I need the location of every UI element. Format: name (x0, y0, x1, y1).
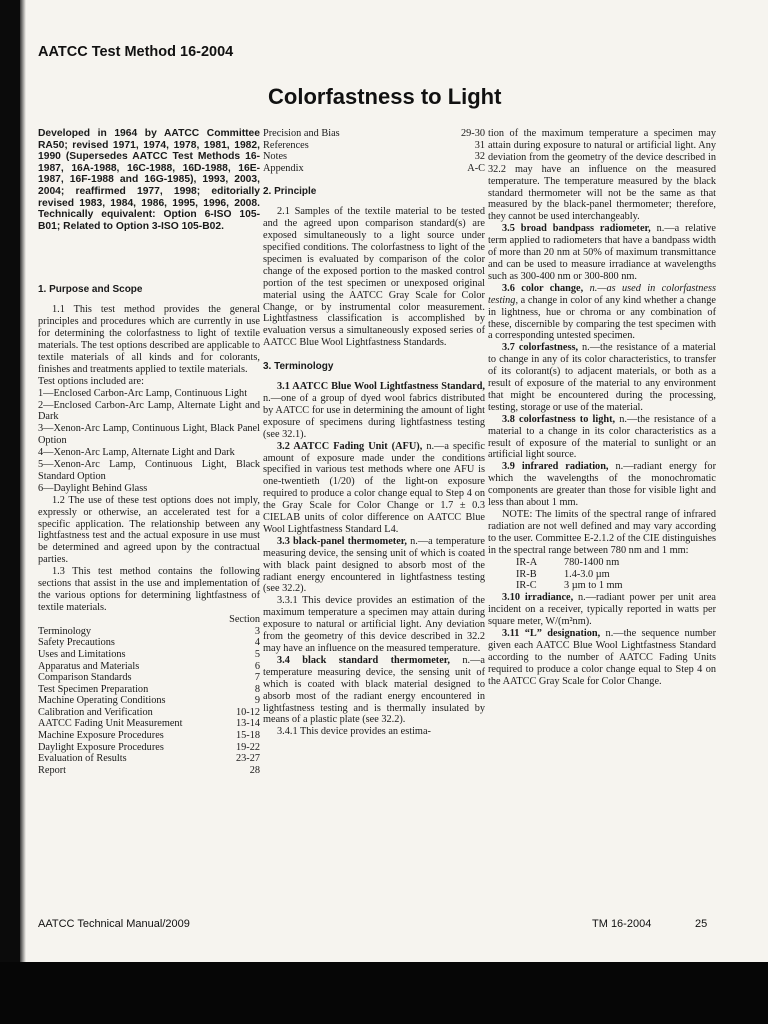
toc-row (38, 730, 260, 742)
toc-row (38, 753, 260, 765)
infrared-bands (488, 557, 716, 593)
ir-band-name: IR-A (516, 556, 538, 568)
term-3-9-head: 3.9 infrared radiation, (502, 461, 609, 473)
ir-band-name: IR-C (516, 580, 537, 592)
test-option-5: 5—Xenon-Arc Lamp, Continuous Light, Black Standard Option (38, 459, 260, 482)
toc-row (263, 163, 485, 175)
toc-section: 29-30 (460, 128, 485, 139)
table-of-contents-1 (38, 626, 260, 777)
toc-title: Daylight Exposure Procedures (38, 741, 164, 753)
section-heading-principle: 2. Principle (263, 186, 317, 198)
term-3-9-def: n.—radiant energy for which the wavelengths of the monochromatic components are greater than those for visible light and less than about 1 mm. (488, 461, 716, 509)
toc-title: Precision and Bias (263, 128, 340, 139)
table-of-contents-2 (263, 128, 485, 174)
test-option-1: 1—Enclosed Carbon-Arc Lamp, Continuous Light (38, 387, 248, 399)
term-3-3-head: 3.3 black-panel thermometer, (277, 535, 407, 547)
term-3-6 (488, 283, 716, 343)
term-3-6-def: a change in color of any kind whether a change in lightness, hue or chroma or any combination of these, discernible by comparing the test specimen with a corresponding untested specimen. (488, 294, 716, 342)
toc-row (38, 626, 260, 638)
toc-title: Safety Precautions (38, 637, 115, 649)
toc-title: Terminology (38, 625, 92, 637)
test-option-2: 2—Enclosed Carbon-Arc Lamp, Alternate Light and Dark (38, 399, 260, 423)
toc-section: 9 (254, 695, 260, 707)
toc-section: 31 (474, 139, 485, 151)
toc-row (38, 637, 260, 649)
document-title: Colorfastness to Light (268, 84, 502, 109)
ir-band-name: IR-B (516, 568, 537, 580)
column-2 (263, 128, 485, 738)
options-intro: Test options included are: (38, 375, 144, 387)
toc-title: Calibration and Verification (38, 706, 153, 718)
paragraph-1-1: 1.1 This test method provides the general principles and procedures which are currently in use for determining the colorfastness to light of textile materials. The test options described are applicable to textile materials of all kinds and for colorants, finishes and treatments applied to textile materials. (38, 304, 260, 375)
ir-band-range: 1.4-3.0 µm (564, 568, 610, 580)
toc-row (38, 707, 260, 719)
term-3-11-def: n.—the sequence number given each AATCC Blue Wool Lightfastness Standard according to the number of AATCC Fading Units required to produce a color change equal to Step 4 on the AATCC Gray Scale for Color Change. (488, 628, 716, 687)
ir-band-row (516, 569, 716, 581)
toc-section: 3 (254, 625, 260, 637)
toc-section-label: Section (229, 613, 260, 625)
term-3-5 (488, 223, 716, 283)
toc-row (38, 742, 260, 754)
ir-band-range: 780-1400 nm (564, 556, 620, 568)
section-heading-terminology: 3. Terminology (263, 361, 334, 373)
term-3-8-head: 3.8 colorfastness to light, (502, 413, 616, 425)
term-3-4-head: 3.4 black standard thermometer, (277, 654, 450, 666)
ir-band-row (516, 580, 716, 592)
page-edge-shadow (20, 0, 26, 962)
term-3-1-head: 3.1 AATCC Blue Wool Lightfastness Standard, (277, 381, 485, 393)
term-3-4 (263, 655, 485, 726)
term-3-7-head: 3.7 colorfastness, (502, 342, 579, 354)
paragraph-3-3-1: 3.3.1 This device provides an estimation of the maximum temperature a specimen may attain during exposure to natural or artificial light. Any deviation from the geometry of this device described in 32.2 may have an influence on the measured temperature. (263, 595, 485, 654)
term-3-4-def: n.—a temperature measuring device, the sensing unit of which is coated with black material designed to absorb most of the radiant energy encountered in lightfastness testing and is thermally insulated by means of a plastic plate (see 32.2). (263, 654, 485, 726)
toc-section: 4 (254, 637, 260, 649)
column-3 (488, 128, 716, 688)
paragraph-1-3: 1.3 This test method contains the following sections that assist in the use and implementation of the various options for determining lightfastness of textile materials. (38, 566, 260, 613)
toc-row (38, 695, 260, 707)
term-3-1 (263, 381, 485, 441)
test-option-3: 3—Xenon-Arc Lamp, Continuous Light, Black Panel Option (38, 423, 260, 447)
toc-title: Comparison Standards (38, 672, 132, 684)
term-3-2-head: 3.2 AATCC Fading Unit (AFU), (277, 440, 423, 452)
paragraph-1-2: 1.2 The use of these test options does not imply, expressly or otherwise, an accelerated test for a specific application. The relationship between any lightfastness test and the actual exposure in use must be determined and agreed upon by the contractual parties. (38, 494, 260, 566)
test-option-4: 4—Xenon-Arc Lamp, Alternate Light and Dark (38, 447, 235, 459)
toc-section: 23-27 (235, 753, 260, 765)
toc-row (38, 684, 260, 696)
toc-row (263, 140, 485, 152)
paragraph-2-1: 2.1 Samples of the textile material to be tested and the agreed upon comparison standard(s) are exposed simultaneously to a light source under specified conditions. The colorfastness to light of the specimen is evaluated by comparison of the color change of the exposed portion to the masked control portion of the test specimen or unexposed original material using the AATCC Gray Scale for Color Change, or by instrumental color measurement. Lightfastness classification is accomplished by evaluation versus a simultaneously exposed series of AATCC Blue Wool Lightfastness Standards. (263, 206, 485, 349)
toc-title: AATCC Fading Unit Measurement (38, 718, 183, 730)
running-header: AATCC Test Method 16-2004 (38, 44, 234, 60)
term-3-2 (263, 441, 485, 536)
toc-row (38, 649, 260, 661)
test-option-6: 6—Daylight Behind Glass (38, 482, 148, 494)
term-3-10-head: 3.10 irradiance, (502, 592, 574, 604)
term-3-11 (488, 628, 716, 688)
toc-title: References (263, 139, 309, 151)
term-3-6-head: 3.6 color change, (502, 282, 584, 294)
term-3-5-def: n.—a relative term applied to radiometers that have a bandpass width of more than 20 nm at 50% of maximum transmittance and can be used to measure irradiance at wavelengths such as 300-400 nm or 300-800 nm. (488, 223, 716, 282)
toc-row (38, 661, 260, 673)
scan-background (0, 962, 768, 1024)
toc-title: Evaluation of Results (38, 753, 127, 765)
term-3-7 (488, 342, 716, 413)
toc-section: 19-22 (235, 741, 260, 753)
ir-band-range: 3 µm to 1 mm (564, 580, 623, 592)
toc-row (263, 128, 485, 140)
toc-section: 7 (254, 672, 260, 684)
toc-title: Uses and Limitations (38, 648, 126, 660)
term-3-9 (488, 461, 716, 509)
toc-section: 28 (249, 764, 260, 776)
term-3-7-def: n.—the resistance of a material to change in any of its color characteristics, to transfer of its colorant(s) to adjacent materials, or both as a result of exposure of the material to any environment that might be encountered during the processing, testing, storage or use of the material. (488, 342, 716, 413)
development-history: Developed in 1964 by AATCC Committee RA50; revised 1971, 1974, 1978, 1981, 1982, 1990 (Supersedes AATCC Test Methods 16-1987, 16A-1988, 16C-1988, 16D-1988, 16E-1987, 16F-1988 and 16G-1985), 1993, 2003, 2004; reaffirmed 1977, 1998; editorially revised 1983, 1984, 1986, 1995, 1996, 2008. Technically equivalent: Option 6-ISO 105-B01; Related to Option 3-ISO 105-B02. (38, 128, 260, 232)
term-3-11-head: 3.11 “L” designation, (502, 628, 601, 640)
term-3-3 (263, 536, 485, 596)
toc-section: 10-12 (235, 706, 260, 718)
toc-title: Report (38, 764, 67, 776)
toc-title: Machine Operating Conditions (38, 695, 166, 707)
paragraph-3-4-1-continued: tion of the maximum temperature a specimen may attain during exposure to natural or artificial light. Any deviation from the geometry of the device described in 32.2 may have an influence on the measured temperature. The temperature measured by the black standard thermometer will not be the same as that measured by the black-panel thermometer; therefore, they cannot be used interchangeably. (488, 128, 716, 223)
toc-title: Notes (263, 151, 288, 163)
term-3-2-def: n.—a specific amount of exposure made under the conditions specified in various test methods where one AFU is one-twentieth (1/20) of the light-on exposure required to produce a color change equal to Step 4 on the Gray Scale for Color Change or 1.7 ± 0.3 CIELAB units of color difference on AATCC Blue Wool Lightfastness Standard L4. (263, 440, 485, 535)
toc-title: Apparatus and Materials (38, 660, 140, 672)
page-number: 25 (695, 918, 708, 930)
section-heading-purpose: 1. Purpose and Scope (38, 284, 143, 296)
toc-title: Appendix (263, 162, 304, 174)
toc-section: 15-18 (235, 730, 260, 742)
footer-publication: AATCC Technical Manual/2009 (38, 918, 190, 930)
toc-title: Machine Exposure Procedures (38, 730, 164, 742)
toc-section: 8 (254, 683, 260, 695)
column-1 (38, 128, 260, 776)
term-3-10-def: n.—radiant power per unit area incident on a receiver, typically reported in watts per square meter, W/(m²nm). (488, 592, 716, 628)
toc-title: Test Specimen Preparation (38, 683, 149, 695)
term-3-1-def: n.—one of a group of dyed wool fabrics distributed by AATCC for use in determining the amount of light exposure of specimens during lightfastness testing (see 32.1). (263, 392, 485, 440)
toc-row (38, 718, 260, 730)
footer-method-number: TM 16-2004 (592, 918, 652, 930)
term-3-6-usage: n.—as used in colorfastness testing, (488, 282, 716, 306)
term-3-8 (488, 414, 716, 462)
term-3-8-def: n.—the resistance of a material to a change in its color characteristics as a result of exposure of the material to sunlight or an artificial light source. (488, 413, 716, 461)
toc-row (38, 765, 260, 777)
toc-row (263, 151, 485, 163)
paragraph-3-4-1: 3.4.1 This device provides an estima- (277, 726, 431, 738)
toc-row (38, 672, 260, 684)
infrared-note: NOTE: The limits of the spectral range of infrared radiation are not well defined and may vary according to the user. Committee E-2.1.2 of the CIE distinguishes in the spectral range between 780 nm and 1 mm: (488, 509, 716, 556)
term-3-3-def: n.—a temperature measuring device, the sensing unit of which is coated with black paint designed to absorb most of the radiant energy encountered in lightfastness testing (see 32.2). (263, 535, 485, 595)
toc-section: A-C (467, 162, 485, 174)
toc-section: 5 (254, 648, 260, 660)
toc-section: 6 (254, 660, 260, 672)
ir-band-row (516, 557, 716, 569)
toc-section: 13-14 (235, 718, 260, 730)
term-3-5-head: 3.5 broad bandpass radiometer, (502, 223, 651, 235)
test-options-list (38, 388, 260, 495)
toc-section: 32 (474, 151, 485, 163)
term-3-10 (488, 592, 716, 628)
